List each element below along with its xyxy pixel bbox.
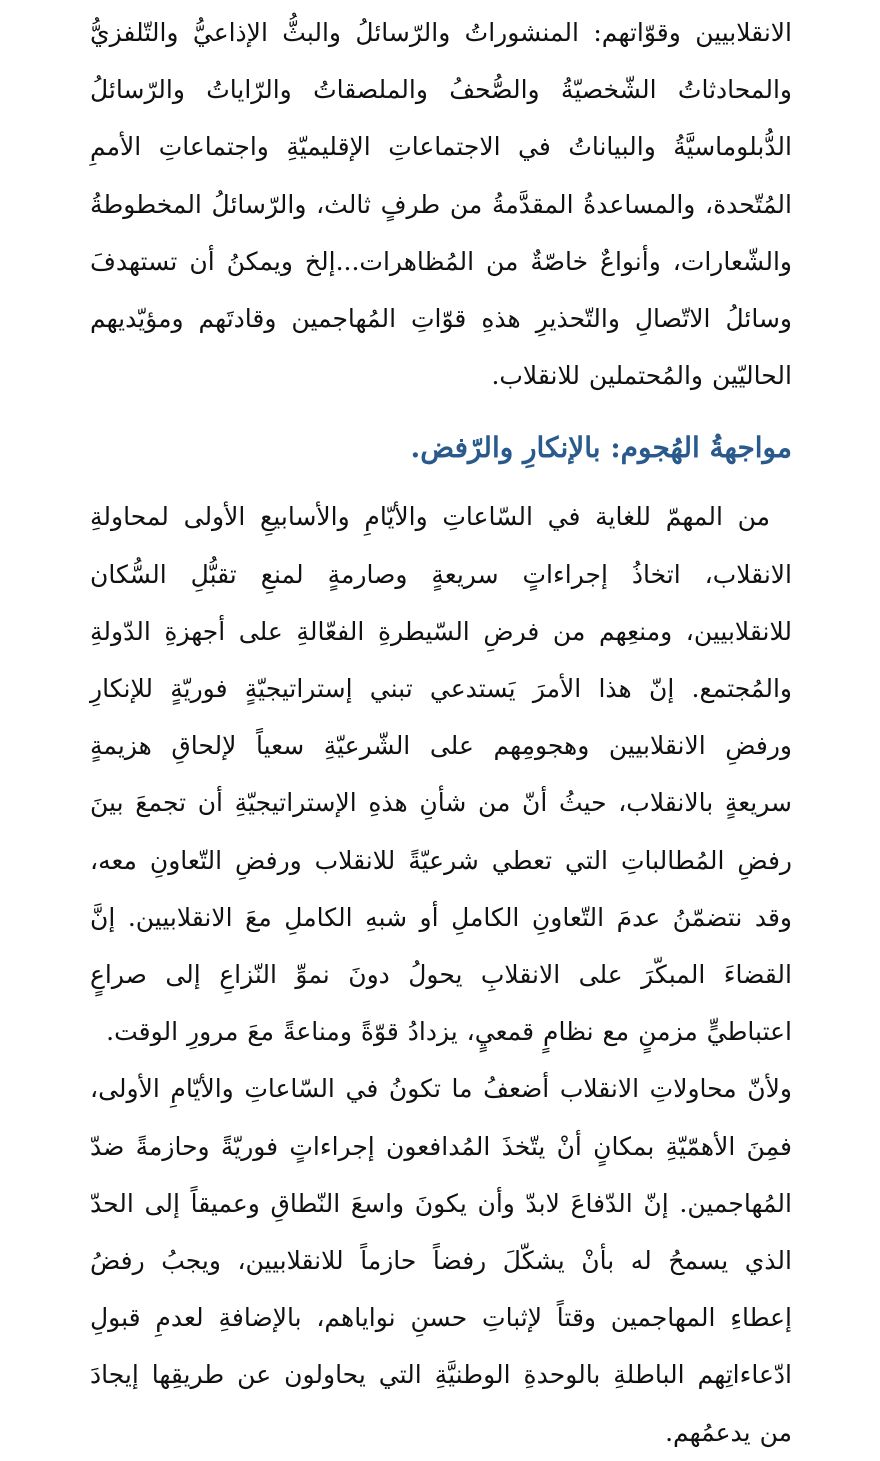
section-heading: مواجهةُ الهُجوم: بالإنكارِ والرّفض. bbox=[410, 431, 792, 465]
paragraph-body-1: من المهمّ للغاية في السّاعاتِ والأيّامِ والأسابيعِ الأولى لمحاولةِ الانقلاب، اتخاذُ إجراءاتٍ سريعةٍ وصارمةٍ لمنعِ تقبُّلِ السُّكان للانقلابيين، ومنعِهم من فرضِ السّيطرةِ الفعّالةِ على أجهزةِ الدّولةِ والمُجتمع. إنّ هذا الأمرَ يَستدعي تبني إستراتيجيّةٍ فوريّةٍ للإنكارِ ورفضِ الانقلابيين وهجومِهم على الشّرعيّةِ سعياً لإلحاقِ هزيمةٍ سريعةٍ بالانقلاب، حيثُ أنّ من شأنِ هذهِ الإستراتيجيّةِ أن تجمعَ بينَ رفضِ المُطالباتِ التي تعطي شرعيّةً للانقلاب ورفضِ التّعاونِ معه، وقد نتضمّنُ عدمَ التّعاونِ الكاملِ أو شبهِ الكاملِ معَ الانقلابيين. إنَّ القضاءَ المبكّرَ على الانقلابِ يحولُ دونَ نموِّ النّزاعِ إلى صراعٍ اعتباطيٍّ مزمنٍ مع نظامٍ قمعيٍ، يزدادُ قوّةً ومناعةً معَ مرورِ الوقت. bbox=[90, 502, 792, 1047]
paragraph-body-2: ولأنّ محاولاتِ الانقلاب أضعفُ ما تكونُ في السّاعاتِ والأيّامِ الأولى، فمِنَ الأهمّيّةِ بمكانٍ أنْ يتّخذَ المُدافعون إجراءاتٍ فوريّةً وحازمةً ضدّ المُهاجمين. إنّ الدّفاعَ لابدّ وأن يكونَ واسعَ النّطاقِ وعميقاً إلى الحدّ الذي يسمحُ له بأنْ يشكّلَ رفضاً حازماً للانقلابيين، ويجبُ رفضُ إعطاءِ المهاجمين وقتاً لإثباتِ حسنِ نواياهم، بالإضافةِ لعدمِ قبولِ ادّعاءاتِهم الباطلةِ بالوحدةِ الوطنيَّةِ التي يحاولون عن طريقِها إيجادَ من يدعمُهم. bbox=[90, 1074, 792, 1447]
paragraph-intro: الانقلابيين وقوّاتهم: المنشوراتُ والرّسائلُ والبثُّ الإذاعيُّ والتّلفزيُّ والمحادثاتُ الشّخصيّةُ والصُّحفُ والملصقاتُ والرّاياتُ والرّسائلُ الدُّبلوماسيَّةُ والبياناتُ في الاجتماعاتِ الإقليميّةِ واجتماعاتِ الأممِ المُتّحدة، والمساعدةُ المقدَّمةُ من طرفٍ ثالث، والرّسائلُ المخطوطةُ والشّعارات، وأنواعٌ خاصّةٌ من المُظاهرات...إلخ ويمكنُ أن تستهدفَ وسائلُ الاتّصالِ والتّحذيرِ هذهِ قوّاتِ المُهاجمين وقادتَهم ومؤيّديهم الحاليّين والمُحتملين للانقلاب. bbox=[90, 18, 792, 391]
